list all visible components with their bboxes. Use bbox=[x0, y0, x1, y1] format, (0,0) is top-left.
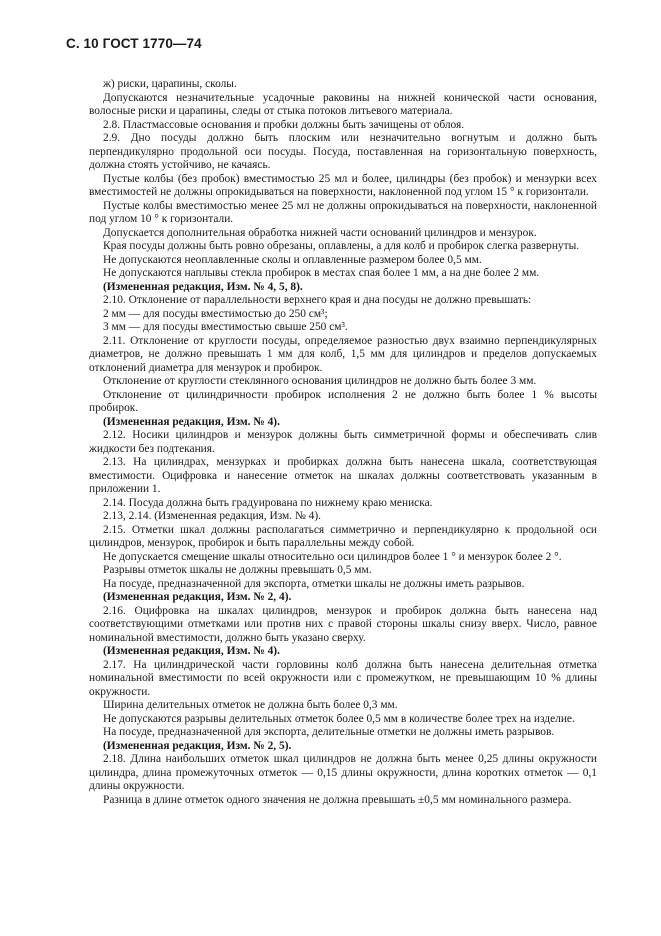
amendment-note: 2.13, 2.14. (Измененная редакция, Изм. № 4). bbox=[103, 510, 321, 522]
paragraph: Не допускаются неоплавленные сколы и оплавленные размером более 0,5 мм. bbox=[103, 253, 482, 266]
paragraph: 2.17. На цилиндрической части горловины колб должна быть нанесена делительная отметка номинальной вместимости по всей окружности или с промежутком, не превышающим 10 % длины окружности. bbox=[89, 658, 597, 698]
amendment-note: (Измененная редакция, Изм. № 4). bbox=[103, 415, 280, 428]
amendment-note: (Измененная редакция, Изм. № 2, 5). bbox=[103, 739, 292, 752]
amendment-note: (Измененная редакция, Изм. № 4, 5, 8). bbox=[103, 280, 303, 293]
paragraph: Пустые колбы (без пробок) вместимостью 25 мл и более, цилиндры (без пробок) и мензурки всех вместимостей не должны опрокидываться на поверхности, наклоненной под углом 15 ° к горизонтали. bbox=[89, 172, 597, 198]
paragraph: 2.16. Оцифровка на шкалах цилиндров, мензурок и пробирок должна быть нанесена над соответствующими отметками или против них с правой стороны шкалы снизу вверх. Число, равное номинальной вместимости, должно быть указано сверху. bbox=[89, 604, 597, 644]
paragraph: 3 мм — для посуды вместимостью свыше 250 см³. bbox=[103, 321, 348, 333]
amendment-note: (Измененная редакция, Изм. № 2, 4). bbox=[103, 591, 292, 603]
document-body bbox=[89, 78, 597, 807]
paragraph: Допускается дополнительная обработка нижней части оснований цилиндров и мензурок. bbox=[103, 226, 537, 239]
paragraph: 2.10. Отклонение от параллельности верхнего края и дна посуды не должно превышать: bbox=[103, 294, 532, 306]
paragraph: 2.15. Отметки шкал должны располагаться симметрично и перпендикулярно к продольной оси цилиндров, мензурок, пробирок и быть параллельны между собой. bbox=[89, 523, 597, 549]
paragraph: Не допускаются наплывы стекла пробирок в местах спая более 1 мм, а на дне более 2 мм. bbox=[103, 267, 540, 279]
amendment-note: (Измененная редакция, Изм. № 4). bbox=[103, 645, 280, 657]
paragraph: На посуде, предназначенной для экспорта, делительные отметки не должны иметь разрывов. bbox=[103, 726, 555, 738]
paragraph: 2.13. На цилиндрах, мензурках и пробирках должна быть нанесена шкала, соответствующая вместимости. Оцифровка и нанесение отметок на шкалах должны соответствовать указанным в приложении 1. bbox=[89, 456, 597, 495]
paragraph: Разрывы отметок шкалы не должны превышать 0,5 мм. bbox=[103, 564, 372, 576]
paragraph: Не допускается смещение шкалы относительно оси цилиндров более 1 ° и мензурок более 2 °. bbox=[103, 550, 562, 563]
paragraph: 2.12. Носики цилиндров и мензурок должны быть симметричной формы и обеспечивать слив жидкости без подтекания. bbox=[89, 429, 597, 455]
paragraph: Разница в длине отметок одного значения не должна превышать ±0,5 мм номинального размера. bbox=[103, 793, 572, 806]
paragraph: Отклонение от круглости стеклянного основания цилиндров не должно быть более 3 мм. bbox=[103, 375, 537, 387]
paragraph: Пустые колбы вместимостью менее 25 мл не должны опрокидываться на поверхности, наклоненной под углом 10 ° к горизонтали. bbox=[89, 199, 597, 225]
paragraph: Не допускаются разрывы делительных отметок более 0,5 мм в количестве более трех на изделие. bbox=[103, 712, 575, 725]
paragraph: Допускаются незначительные усадочные раковины на нижней конической части основания, волосные риски и царапины, следы от стыка потоков литьевого материала. bbox=[89, 91, 597, 117]
paragraph: Ширина делительных отметок не должна быть более 0,3 мм. bbox=[103, 699, 398, 711]
paragraph: На посуде, предназначенной для экспорта, отметки шкалы не должны иметь разрывов. bbox=[103, 577, 525, 590]
paragraph: 2.11. Отклонение от круглости посуды, определяемое разностью двух взаимно перпендикулярных диаметров, не должно превышать 1 мм для колб, 1,5 мм для цилиндров и пределов допускаемых отклонений диаметра для мензурок и пробирок. bbox=[89, 334, 597, 374]
paragraph: 2.14. Посуда должна быть градуирована по нижнему краю мениска. bbox=[103, 496, 433, 509]
paragraph: 2 мм — для посуды вместимостью до 250 см³; bbox=[103, 307, 328, 320]
paragraph: Отклонение от цилиндричности пробирок исполнения 2 не должно быть более 1 % высоты пробирок. bbox=[89, 388, 597, 414]
paragraph: 2.18. Длина наибольших отметок шкал цилиндров не должна быть менее 0,25 длины окружности цилиндра, длина промежуточных отметок — 0,15 длины окружности, длина коротких отметок — 0,1 длины окружности. bbox=[89, 753, 597, 792]
paragraph: 2.8. Пластмассовые основания и пробки должны быть зачищены от облоя. bbox=[103, 118, 465, 131]
page-header: С. 10 ГОСТ 1770—74 bbox=[66, 36, 202, 51]
paragraph: Края посуды должны быть ровно обрезаны, оплавлены, а для колб и пробирок слегка развернуты. bbox=[103, 240, 580, 252]
paragraph: 2.9. Дно посуды должно быть плоским или незначительно вогнутым и должно быть перпендикулярно продольной оси посуды. Посуда, поставленная на горизонтальную поверхность, должна стоять устойчиво, не качаясь. bbox=[89, 132, 597, 171]
paragraph: ж) риски, царапины, сколы. bbox=[103, 78, 237, 90]
